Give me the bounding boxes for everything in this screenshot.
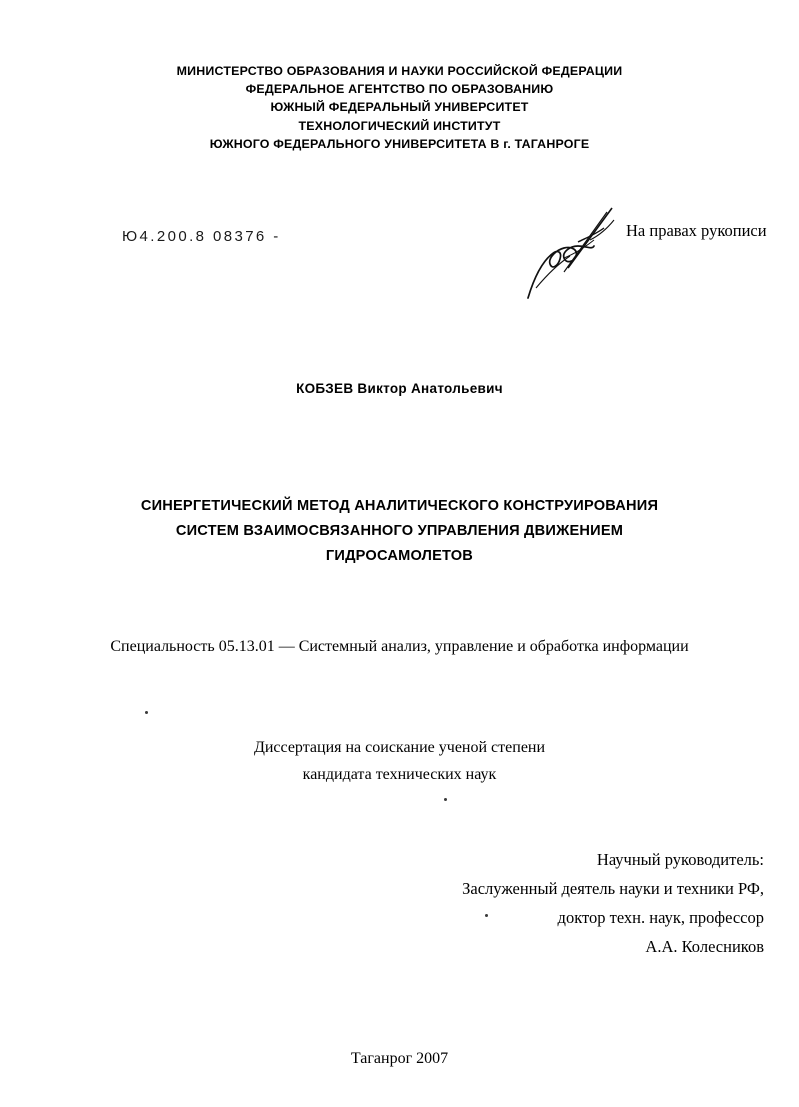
- degree-line-2: кандидата технических наук: [302, 766, 497, 783]
- supervisor-title-2: доктор техн. наук, профессор: [557, 908, 764, 927]
- dissertation-title-line-2: СИСТЕМ ВЗАИМОСВЯЗАННОГО УПРАВЛЕНИЯ ДВИЖЕНИЕМ: [175, 523, 624, 539]
- author-name: КОБЗЕВ Виктор Анатольевич: [296, 381, 503, 396]
- supervisor-block: [462, 845, 764, 961]
- city-year: Таганрог 2007: [350, 1050, 449, 1067]
- dissertation-title: [0, 494, 799, 569]
- degree-statement: [0, 734, 799, 788]
- scan-speck: [485, 914, 488, 917]
- supervisor-title-1: Заслуженный деятель науки и техники РФ,: [462, 879, 764, 898]
- institution-header: [0, 62, 799, 153]
- institution-header-line-2: ФЕДЕРАЛЬНОЕ АГЕНТСТВО ПО ОБРАЗОВАНИЮ: [245, 82, 554, 97]
- scan-speck: [444, 798, 447, 801]
- specialty-line: Специальность 05.13.01 — Системный анализ, управление и обработка информации: [110, 638, 689, 655]
- manuscript-note: На правах рукописи: [626, 221, 767, 240]
- institution-header-line-5: ЮЖНОГО ФЕДЕРАЛЬНОГО УНИВЕРСИТЕТА В г. ТАГАНРОГЕ: [209, 136, 590, 151]
- dissertation-title-line-1: СИНЕРГЕТИЧЕСКИЙ МЕТОД АНАЛИТИЧЕСКОГО КОНСТРУИРОВАНИЯ: [140, 498, 659, 514]
- institution-header-line-3: ЮЖНЫЙ ФЕДЕРАЛЬНЫЙ УНИВЕРСИТЕТ: [270, 100, 529, 115]
- dissertation-title-line-3: ГИДРОСАМОЛЕТОВ: [325, 548, 474, 564]
- supervisor-name: А.А. Колесников: [645, 937, 764, 956]
- registration-number: Ю4.200.8 08376 -: [122, 228, 281, 245]
- institution-header-line-1: МИНИСТЕРСТВО ОБРАЗОВАНИЯ И НАУКИ РОССИЙСКОЙ ФЕДЕРАЦИИ: [176, 64, 623, 78]
- handwritten-signature-icon: [508, 206, 628, 302]
- scan-speck: [145, 711, 148, 714]
- institution-header-line-4: ТЕХНОЛОГИЧЕСКИЙ ИНСТИТУТ: [298, 118, 501, 133]
- degree-line-1: Диссертация на соискание ученой степени: [253, 739, 546, 756]
- supervisor-label: Научный руководитель:: [596, 850, 764, 869]
